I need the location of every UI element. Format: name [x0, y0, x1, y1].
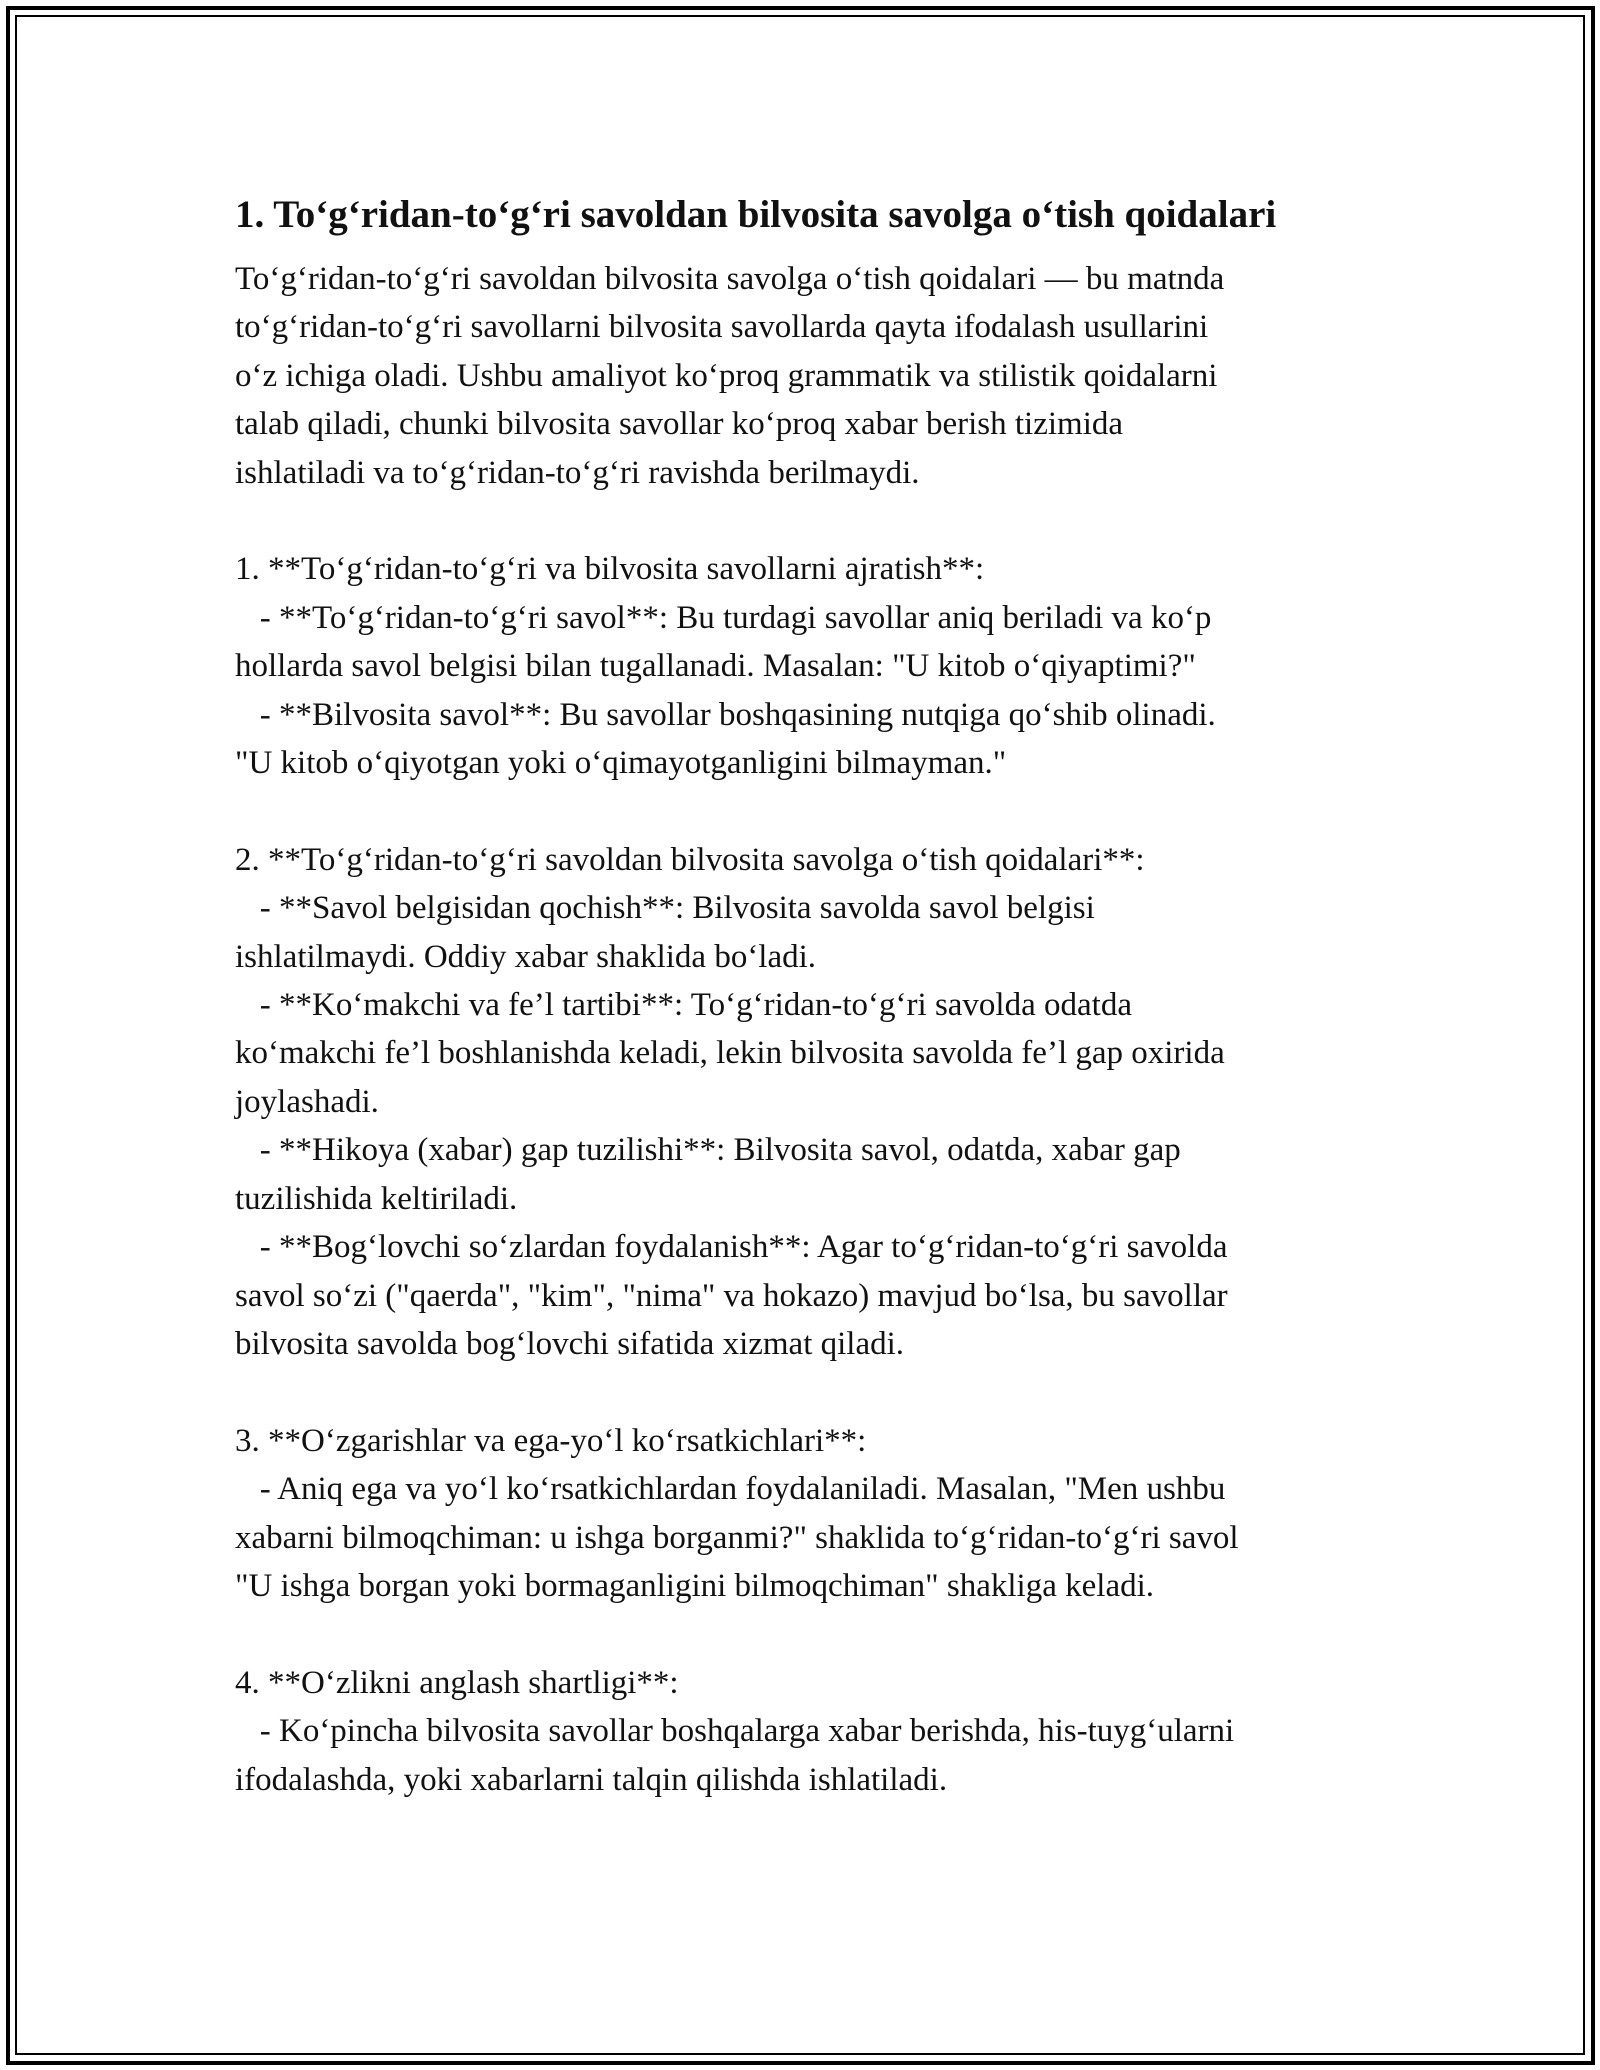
blank-line — [235, 1368, 1365, 1416]
text-line: joylashadi. — [235, 1083, 379, 1120]
document-body — [235, 255, 1365, 1804]
text-line: To‘g‘ridan-to‘g‘ri savoldan bilvosita savolga o‘tish qoidalari — bu matnda — [235, 261, 1225, 297]
text-line: ifodalashda, yoki xabarlarni talqin qilishda ishlatiladi. — [235, 1761, 948, 1798]
blank-line — [235, 1610, 1365, 1658]
text-line: - **Hikoya (xabar) gap tuzilishi**: Bilvosita savol, odatda, xabar gap — [235, 1132, 1181, 1169]
text-line: ko‘makchi fe’l boshlanishda keladi, lekin bilvosita savolda fe’l gap oxirida — [235, 1035, 1225, 1072]
text-line: talab qiladi, chunki bilvosita savollar ko‘proq xabar berish tizimida — [235, 406, 1124, 443]
text-line: - Aniq ega va yo‘l ko‘rsatkichlardan foydalaniladi. Masalan, "Men ushbu — [235, 1471, 1226, 1508]
text-line: 3. **O‘zgarishlar va ega-yo‘l ko‘rsatkichlari**: — [235, 1422, 867, 1459]
text-line: "U ishga borgan yoki bormaganligini bilmoqchiman" shakliga keladi. — [235, 1567, 1155, 1604]
text-line: xabarni bilmoqchiman: u ishga borganmi?" shaklida to‘g‘ridan-to‘g‘ri savol — [235, 1519, 1239, 1556]
text-line: 1. **To‘g‘ridan-to‘g‘ri va bilvosita savollarni ajratish**: — [235, 551, 985, 588]
text-line: 4. **O‘zlikni anglash shartligi**: — [235, 1664, 679, 1701]
text-line: hollarda savol belgisi bilan tugallanadi. Masalan: "U kitob o‘qiyaptimi?" — [235, 648, 1196, 685]
blank-line — [235, 787, 1365, 835]
text-line: o‘z ichiga oladi. Ushbu amaliyot ko‘proq grammatik va stilistik qoidalarni — [235, 357, 1218, 394]
text-line: savol so‘zi ("qaerda", "kim", "nima" va hokazo) mavjud bo‘lsa, bu savollar — [235, 1277, 1228, 1314]
text-line: 2. **To‘g‘ridan-to‘g‘ri savoldan bilvosita savolga o‘tish qoidalari**: — [235, 841, 1145, 878]
document-content — [235, 185, 1365, 1804]
text-line: ishlatilmaydi. Oddiy xabar shaklida bo‘ladi. — [235, 938, 817, 975]
text-line: "U kitob o‘qiyotgan yoki o‘qimayotganligini bilmayman." — [235, 745, 1007, 782]
blank-line — [235, 497, 1365, 545]
text-line: - **Bog‘lovchi so‘zlardan foydalanish**: Agar to‘g‘ridan-to‘g‘ri savolda — [235, 1229, 1228, 1266]
document-title: 1. To‘g‘ridan-to‘g‘ri savoldan bilvosita savolga o‘tish qoidalari — [235, 193, 1277, 236]
text-line: - **Savol belgisidan qochish**: Bilvosita savolda savol belgisi — [235, 890, 1095, 927]
text-line: bilvosita savolda bog‘lovchi sifatida xizmat qiladi. — [235, 1325, 905, 1362]
text-line: - Ko‘pincha bilvosita savollar boshqalarga xabar berishda, his-tuyg‘ularni — [235, 1713, 1235, 1750]
text-line: ishlatiladi va to‘g‘ridan-to‘g‘ri ravishda berilmaydi. — [235, 454, 920, 491]
text-line: - **Ko‘makchi va fe’l tartibi**: To‘g‘ridan-to‘g‘ri savolda odatda — [235, 987, 1132, 1024]
text-line: tuzilishida keltiriladi. — [235, 1180, 518, 1217]
text-line: - **Bilvosita savol**: Bu savollar boshqasining nutqiga qo‘shib olinadi. — [235, 696, 1216, 733]
text-line: to‘g‘ridan-to‘g‘ri savollarni bilvosita savollarda qayta ifodalash usullarini — [235, 309, 1209, 346]
text-line: - **To‘g‘ridan-to‘g‘ri savol**: Bu turdagi savollar aniq beriladi va ko‘p — [235, 599, 1212, 636]
